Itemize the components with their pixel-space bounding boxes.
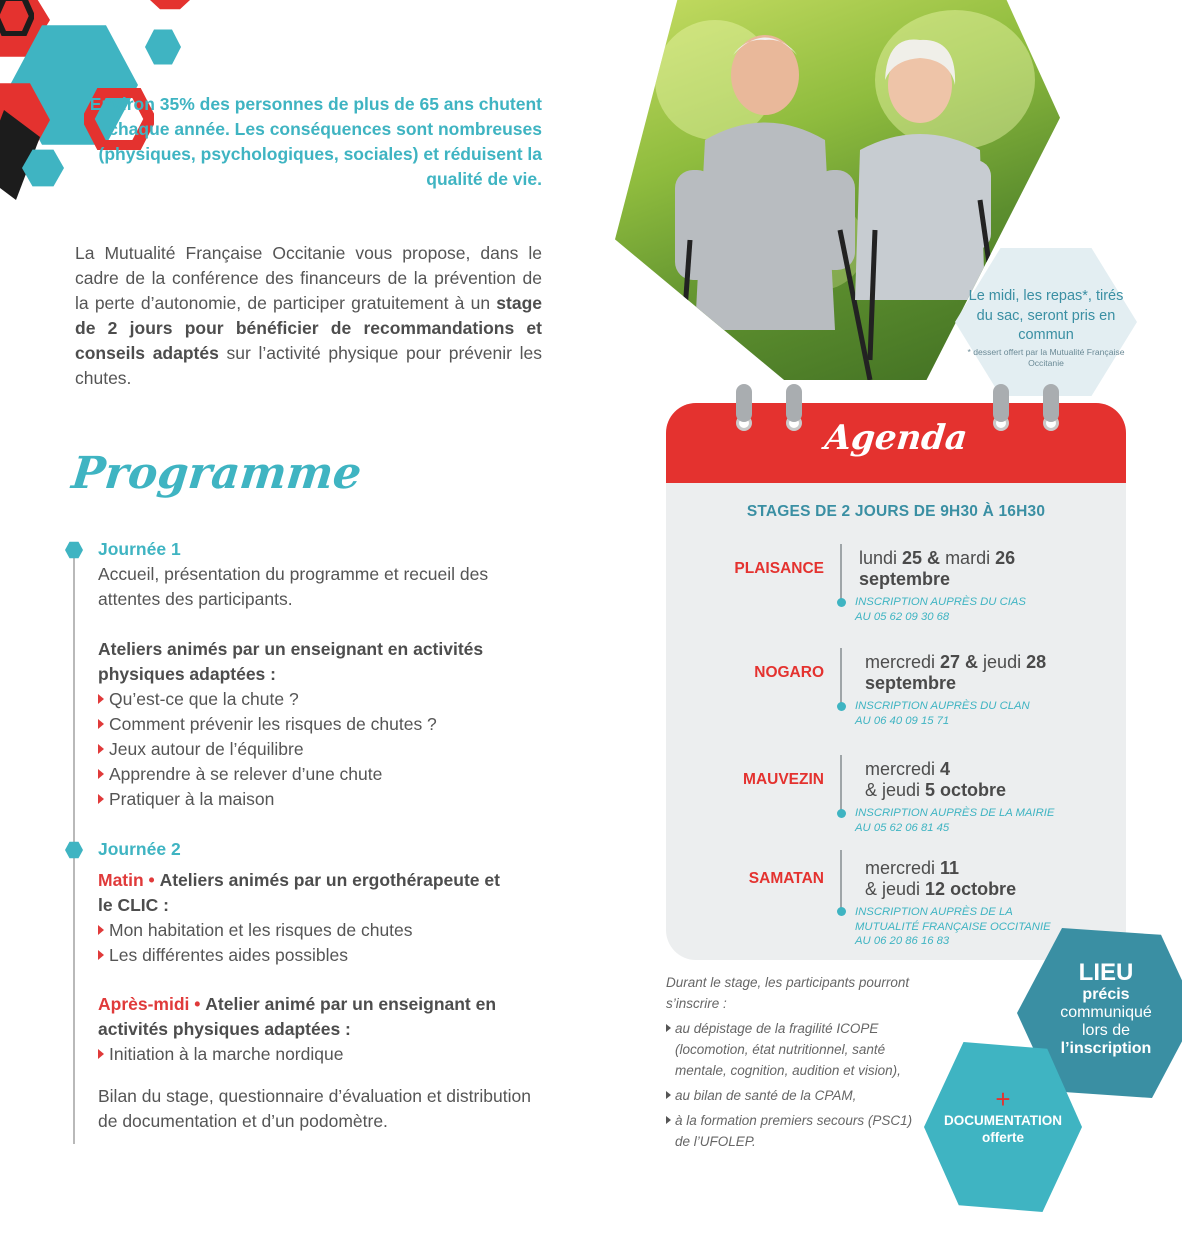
list-item: Qu’est-ce que la chute ? [98, 687, 548, 712]
session-divider [840, 648, 842, 706]
session-dot [837, 809, 846, 818]
session-divider [840, 755, 842, 813]
intro-lead: Environ 35% des personnes de plus de 65 ans chutent chaque année. Les conséquences sont nombreuses (physiques, psychologiques, sociales) et réduisent la qualité de vie. [89, 94, 542, 189]
day1-section [98, 537, 548, 812]
day1-intro: Accueil, présentation du programme et recueil des attentes des participants. [98, 564, 489, 609]
day2-title: Journée 2 [98, 839, 181, 859]
list-item: Jeux autour de l’équilibre [98, 737, 548, 762]
day2-apres-midi: Après-midi • Atelier animé par un enseignant en activités physiques adaptées : [98, 994, 497, 1039]
plus-icon: + [995, 1084, 1011, 1114]
session-divider [840, 850, 842, 910]
list-item: Apprendre à se relever d’une chute [98, 762, 548, 787]
list-item: au dépistage de la fragilité ICOPE (locomotion, état nutritionnel, santé mentale, cognition, audition et vision), [666, 1018, 921, 1081]
day1-title: Journée 1 [98, 539, 181, 559]
session-dot [837, 598, 846, 607]
session-dot [837, 907, 846, 916]
intro-body-highlight: stage de 2 jours pour bénéficier de recommandations et conseils adaptés [75, 293, 542, 363]
list-item: Comment prévenir les risques de chutes ? [98, 712, 548, 737]
session-dates: mercredi 27 & jeudi 28 septembre [865, 652, 1047, 693]
side-notes [666, 972, 921, 1156]
list-item: Les différentes aides possibles [98, 943, 548, 968]
city-label: NOGARO [754, 664, 824, 681]
city-label: MAUVEZIN [743, 771, 824, 788]
day1-list [98, 687, 548, 812]
agenda-title: Agenda [822, 418, 970, 458]
session-inscription: INSCRIPTION AUPRÈS DE LA MAIRIE AU 05 62 06 81 45 [855, 807, 1055, 834]
documentation-text: + DOCUMENTATION offerte [929, 1086, 1077, 1146]
city-label: PLAISANCE [734, 560, 824, 577]
list-item: Initiation à la marche nordique [98, 1042, 548, 1067]
session-dates: mercredi 4 & jeudi 5 octobre [865, 759, 1007, 800]
lieu-title: LIEU [1078, 959, 1134, 986]
session-dot [837, 702, 846, 711]
side-notes-list [666, 1018, 921, 1152]
list-item: à la formation premiers secours (PSC1) de l’UFOLEP. [666, 1110, 921, 1152]
list-item: Pratiquer à la maison [98, 787, 548, 812]
city-label: SAMATAN [748, 870, 824, 887]
day2-hex-marker [65, 841, 83, 859]
session-dates: mercredi 11 & jeudi 12 octobre [865, 858, 1017, 899]
programme-title: Programme [69, 448, 364, 499]
day2-bilan: Bilan du stage, questionnaire d’évaluation et distribution de documentation et d’un podomètre. [98, 1086, 531, 1131]
lieu-text: LIEU précis communiqué lors de l’inscription [1032, 960, 1180, 1058]
session-inscription: INSCRIPTION AUPRÈS DE LA MUTUALITÉ FRANÇAISE OCCITANIE AU 06 20 86 16 83 [855, 906, 1051, 947]
day2-matin-list [98, 918, 548, 968]
list-item: Mon habitation et les risques de chutes [98, 918, 548, 943]
stages-subtitle: STAGES DE 2 JOURS DE 9H30 À 16H30 [746, 503, 1046, 520]
day1-hex-marker [65, 541, 83, 559]
side-notes-intro: Durant le stage, les participants pourront s’inscrire : [666, 975, 910, 1011]
intro-body: La Mutualité Française Occitanie vous propose, dans le cadre de la conférence des financeurs de la prévention de la perte d’autonomie, de participer gratuitement à un stage de 2 jours pour bénéficier de recommandations et conseils adaptés sur l’activité physique pour prévenir les chutes. [75, 243, 542, 388]
list-item: au bilan de santé de la CPAM, [666, 1085, 921, 1106]
lunch-note: * dessert offert par la Mutualité Française Occitanie [967, 347, 1125, 368]
session-dates: lundi 25 & mardi 26 septembre [859, 548, 1016, 589]
day2-matin: Matin • Ateliers animés par un ergothérapeute et le CLIC : [98, 870, 500, 915]
session-inscription: INSCRIPTION AUPRÈS DU CLAN AU 06 40 09 15 71 [855, 700, 1030, 727]
session-inscription: INSCRIPTION AUPRÈS DU CIAS AU 05 62 09 30 68 [855, 596, 1026, 623]
day2-apm-list [98, 1042, 548, 1067]
day2-section [98, 837, 548, 1134]
session-divider [840, 544, 842, 602]
day1-ateliers: Ateliers animés par un enseignant en activités physiques adaptées : [98, 639, 484, 684]
lunch-text: Le midi, les repas*, tirés du sac, seront pris en commun [968, 288, 1124, 343]
